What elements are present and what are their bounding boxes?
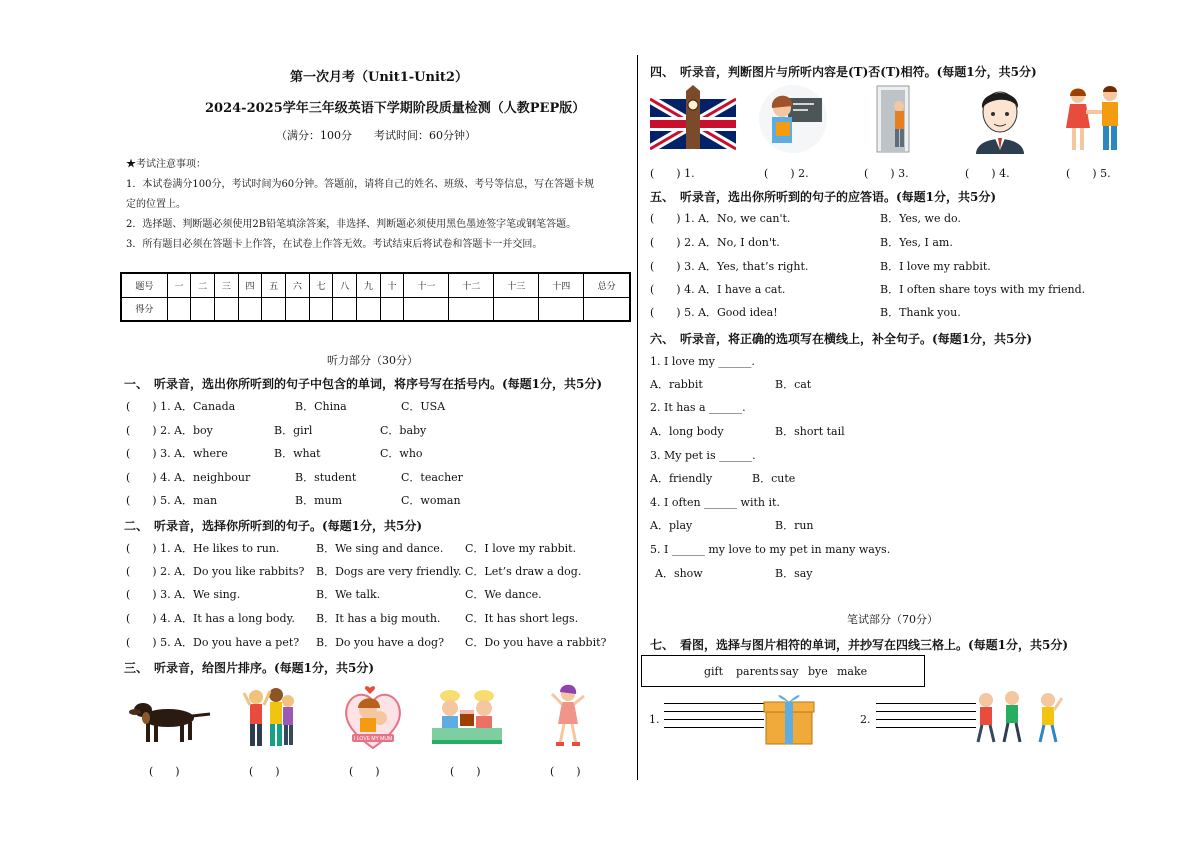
- table-cell: 七: [309, 273, 333, 297]
- sec4-bracket-3[interactable]: ( ) 3.: [864, 167, 909, 180]
- listening-heading: 听力部分（30分）: [327, 354, 418, 367]
- table-cell: 得分: [121, 297, 167, 321]
- sec1-q1-c: C．USA: [401, 400, 446, 413]
- sec6-q4-a: A．play: [650, 519, 693, 532]
- sec2-q3-c: C．We dance.: [465, 588, 542, 601]
- sec6-q4: 4. I often ______ with it.: [650, 496, 780, 509]
- exam-subtitle: 2024-2025学年三年级英语下学期阶段质量检测（人教PEP版）: [205, 101, 586, 116]
- sec2-q2-c: C．Let’s draw a dog.: [465, 565, 582, 578]
- notice-heading: ★考试注意事项：: [126, 159, 206, 170]
- door-picture: [873, 84, 913, 154]
- sec5-q1-a: ( ) 1. A．No, we can't.: [650, 212, 791, 225]
- sec1-q4: ( ) 4. A．neighbour: [126, 471, 251, 484]
- word-bank-word: gift: [704, 665, 724, 678]
- sec2-q5: ( ) 5. A．Do you have a pet?: [126, 636, 300, 649]
- sec4-bracket-5[interactable]: ( ) 5.: [1066, 167, 1111, 180]
- kids-group-picture: [236, 685, 300, 751]
- sec6-q5-a: A．show: [655, 567, 703, 580]
- sec1-q4-b: B．student: [295, 471, 357, 484]
- sec5-q4-a: ( ) 4. A．I have a cat.: [650, 283, 786, 296]
- table-cell: 六: [286, 273, 310, 297]
- four-line-grid-1[interactable]: [664, 703, 764, 733]
- sec4-heading: 四、 听录音，判断图片与所听内容是(T)否(T)相符。(每题1分，共5分): [650, 65, 1037, 79]
- score-input-cell[interactable]: [238, 297, 262, 321]
- sec6-q4-b: B．run: [775, 519, 814, 532]
- score-input-cell[interactable]: [494, 297, 539, 321]
- four-line-grid-2[interactable]: [876, 703, 976, 733]
- sec1-q5-b: B．mum: [295, 494, 343, 507]
- sec3-bracket-1[interactable]: ( ): [149, 765, 180, 778]
- table-cell: 二: [191, 273, 215, 297]
- sec2-q2-b: B．Dogs are very friendly.: [316, 565, 462, 578]
- score-table-header-row: [121, 273, 630, 297]
- score-input-cell[interactable]: [539, 297, 584, 321]
- sec5-q1-b: B．Yes, we do.: [880, 212, 961, 225]
- table-cell: 十四: [539, 273, 584, 297]
- table-cell: 三: [214, 273, 238, 297]
- sec4-bracket-2[interactable]: ( ) 2.: [764, 167, 809, 180]
- notice-item-1: 1．本试卷满分100分，考试时间为60分钟。答题前，请将自己的姓名、班级、考号等信息，写在答题卡规: [126, 179, 595, 190]
- sec2-q4-c: C．It has short legs.: [465, 612, 579, 625]
- sec3-bracket-3[interactable]: ( ): [349, 765, 380, 778]
- handshake-picture: [1060, 84, 1130, 154]
- sec4-bracket-1[interactable]: ( ) 1.: [650, 167, 695, 180]
- teacher-picture: [758, 84, 828, 154]
- score-input-cell[interactable]: [584, 297, 630, 321]
- written-heading: 笔试部分（70分）: [847, 613, 938, 626]
- love-mum-picture: [340, 684, 406, 752]
- sec7-heading: 七、 看图，选择与图片相符的单词，并抄写在四线三格上。(每题1分，共5分): [650, 638, 1069, 652]
- score-table-score-row: [121, 297, 630, 321]
- word-bank-word: say: [780, 665, 799, 678]
- sec2-q2: ( ) 2. A．Do you like rabbits?: [126, 565, 305, 578]
- exam-title: 第一次月考（Unit1-Unit2）: [290, 70, 468, 85]
- notice-item-3: 3．所有题目必须在答题卡上作答，在试卷上作答无效。考试结束后将试卷和答题卡一并交回。: [126, 239, 543, 250]
- jumping-girl-picture: [548, 684, 588, 750]
- score-input-cell[interactable]: [191, 297, 215, 321]
- table-cell: 十一: [404, 273, 449, 297]
- sec6-q1: 1. I love my ______.: [650, 355, 755, 368]
- table-cell: 十: [380, 273, 404, 297]
- sec5-q5-b: B．Thank you.: [880, 306, 961, 319]
- sec6-q5: 5. I ______ my love to my pet in many ways.: [650, 543, 891, 556]
- sec1-heading: 一、 听录音，选出你所听到的句子中包含的单词，将序号写在括号内。(每题1分，共5分): [124, 377, 603, 391]
- sec6-q1-b: B．cat: [775, 378, 812, 391]
- sec1-q2-b: B．girl: [274, 424, 313, 437]
- score-input-cell[interactable]: [380, 297, 404, 321]
- sec5-heading: 五、 听录音，选出你所听到的句子的应答语。(每题1分，共5分): [650, 190, 997, 204]
- sec2-q3: ( ) 3. A．We sing.: [126, 588, 241, 601]
- sec6-q1-a: A．rabbit: [650, 378, 703, 391]
- word-bank-box: [641, 655, 925, 687]
- score-input-cell[interactable]: [214, 297, 238, 321]
- score-input-cell[interactable]: [309, 297, 333, 321]
- love-mum-caption: I LOVE MY MUM: [353, 736, 393, 742]
- sec3-heading: 三、 听录音，给图片排序。(每题1分，共5分): [124, 661, 375, 675]
- sec2-q1-b: B．We sing and dance.: [316, 542, 444, 555]
- sec2-q4-b: B．It has a big mouth.: [316, 612, 441, 625]
- sec5-q3-a: ( ) 3. A．Yes, that’s right.: [650, 260, 809, 273]
- sec1-q2: ( ) 2. A．boy: [126, 424, 213, 437]
- sec6-q3: 3. My pet is ______.: [650, 449, 756, 462]
- notice-item-1b: 定的位置上。: [126, 199, 186, 210]
- score-input-cell[interactable]: [286, 297, 310, 321]
- sec5-q4-b: B．I often share toys with my friend.: [880, 283, 1086, 296]
- sec1-q4-c: C．teacher: [401, 471, 463, 484]
- sec2-heading: 二、 听录音，选择你所听到的句子。(每题1分，共5分): [124, 519, 423, 533]
- uk-bigben-picture: [650, 85, 736, 153]
- word-bank-word: parents: [736, 665, 779, 678]
- sec2-q4: ( ) 4. A．It has a long body.: [126, 612, 295, 625]
- sec6-q2-b: B．short tail: [775, 425, 845, 438]
- column-divider: [637, 55, 638, 780]
- word-bank-word: make: [837, 665, 868, 678]
- sec1-q3-c: C．who: [380, 447, 423, 460]
- sec4-bracket-4[interactable]: ( ) 4.: [965, 167, 1010, 180]
- sec3-bracket-4[interactable]: ( ): [450, 765, 481, 778]
- sec6-q2: 2. It has a ______.: [650, 401, 746, 414]
- score-input-cell[interactable]: [404, 297, 449, 321]
- baking-kids-picture: [430, 688, 504, 748]
- table-cell: 一: [167, 273, 191, 297]
- table-cell: 八: [333, 273, 357, 297]
- table-cell: 题号: [121, 273, 167, 297]
- sec1-q1-b: B．China: [295, 400, 347, 413]
- score-input-cell[interactable]: [262, 297, 286, 321]
- kids-waving-bye-picture: [972, 688, 1066, 746]
- score-input-cell[interactable]: [333, 297, 357, 321]
- sec6-q2-a: A．long body: [650, 425, 724, 438]
- sec6-heading: 六、 听录音，将正确的选项写在横线上，补全句子。(每题1分，共5分): [650, 332, 1033, 346]
- man-picture: [972, 84, 1028, 154]
- table-cell: 十三: [494, 273, 539, 297]
- sec7-q1-number: 1.: [649, 713, 660, 726]
- notice-item-2: 2．选择题、判断题必须使用2B铅笔填涂答案，非选择、判断题必须使用黑色墨迹签字笔或钢笔答题。: [126, 219, 577, 230]
- score-input-cell[interactable]: [357, 297, 381, 321]
- sec2-q1: ( ) 1. A．He likes to run.: [126, 542, 280, 555]
- sec5-q3-b: B．I love my rabbit.: [880, 260, 991, 273]
- sec5-q2-b: B．Yes, I am.: [880, 236, 953, 249]
- gift-box-picture: [762, 690, 816, 746]
- sec2-q5-c: C．Do you have a rabbit?: [465, 636, 607, 649]
- table-cell: 总分: [584, 273, 630, 297]
- sec1-q3-b: B．what: [274, 447, 321, 460]
- sec5-q2-a: ( ) 2. A．No, I don't.: [650, 236, 780, 249]
- score-time: （满分：100分 考试时间：60分钟）: [276, 129, 476, 142]
- sec5-q5-a: ( ) 5. A．Good idea!: [650, 306, 778, 319]
- table-cell: 九: [357, 273, 381, 297]
- sec1-q5-c: C．woman: [401, 494, 461, 507]
- table-cell: 五: [262, 273, 286, 297]
- word-bank-word: bye: [808, 665, 828, 678]
- score-table: [120, 272, 631, 322]
- table-cell: 十二: [449, 273, 494, 297]
- sec6-q5-b: B．say: [775, 567, 813, 580]
- sec6-q3-b: B．cute: [752, 472, 796, 485]
- table-cell: 四: [238, 273, 262, 297]
- sec6-q3-a: A．friendly: [650, 472, 713, 485]
- sec2-q1-c: C．I love my rabbit.: [465, 542, 577, 555]
- sec1-q3: ( ) 3. A．where: [126, 447, 228, 460]
- sec7-q2-number: 2.: [860, 713, 871, 726]
- sec1-q2-c: C．baby: [380, 424, 427, 437]
- score-input-cell[interactable]: [167, 297, 191, 321]
- sec3-bracket-2[interactable]: ( ): [249, 765, 280, 778]
- dachshund-picture: [128, 690, 214, 750]
- sec2-q3-b: B．We talk.: [316, 588, 381, 601]
- sec3-bracket-5[interactable]: ( ): [550, 765, 581, 778]
- sec2-q5-b: B．Do you have a dog?: [316, 636, 444, 649]
- score-input-cell[interactable]: [449, 297, 494, 321]
- sec1-q5: ( ) 5. A．man: [126, 494, 218, 507]
- sec1-q1: ( ) 1. A．Canada: [126, 400, 236, 413]
